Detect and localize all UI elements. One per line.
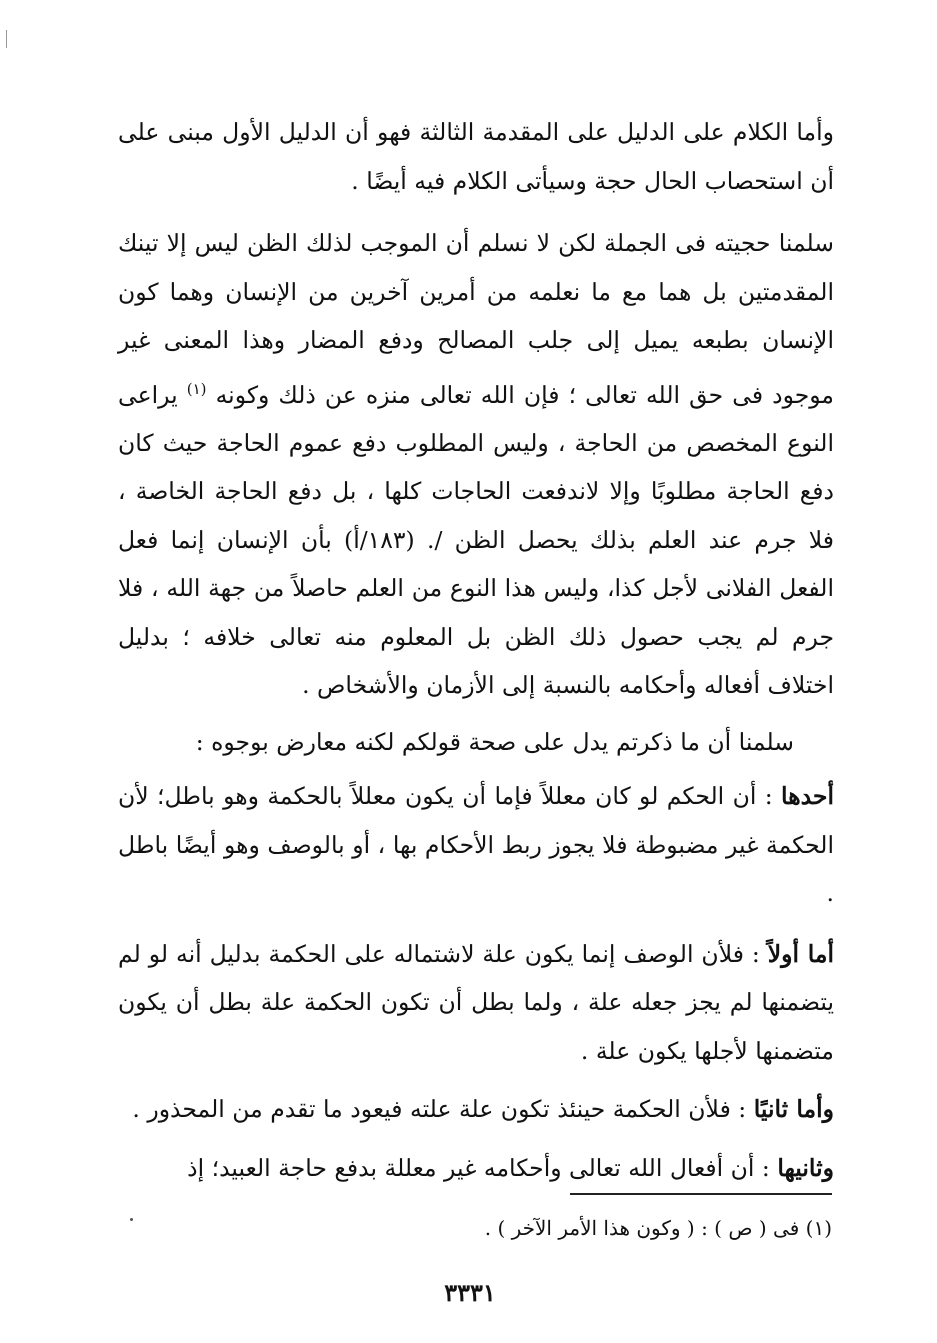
footnote-divider — [570, 1193, 832, 1195]
term-as-for-first: أما أولاً — [767, 939, 834, 968]
page-number: ٣٣٣١ — [444, 1278, 496, 1307]
paragraph-6 — [118, 1085, 834, 1134]
term-as-for-second: وأما ثانيًا — [753, 1095, 834, 1124]
paragraph-2-part-b: يراعى النوع المخصص من الحاجة ، وليس المطلوب دفع عموم الحاجة حيث كان دفع الحاجة مطلوبًا وإلا لاندفعت الحاجات كلها ، بل دفع الحاجة الخاصة ، فلا جرم عند العلم بذلك يحصل الظن /. (١٨٣/أ) بأن الإنسان إنما فعل الفعل الفلانى لأجل كذا، وليس هذا النوع من العلم حاصلاً من جهة الله ، فلا جرم لم يجب حصول ذلك الظن بل المعلوم منه تعالى خلافه ؛ بدليل اختلاف أفعاله وأحكامه بالنسبة إلى الأزمان والأشخاص . — [118, 380, 834, 700]
paragraph-5 — [118, 930, 834, 1076]
page-speck — [130, 1218, 133, 1221]
paragraph-5-text: : فلأن الوصف إنما يكون علة لاشتماله على الحكمة بدليل أنه لو لم يتضمنها لم يجز جعله علة ، ولما بطل أن تكون الحكمة علة بطل أن يكون متضمنها لأجلها يكون علة . — [118, 939, 834, 1065]
margin-mark — [6, 30, 7, 48]
footnote-marker: (١) — [186, 379, 207, 398]
footnote: (١) فى ( ص ) : ( وكون هذا الأمر الآخر ) . — [484, 1216, 832, 1240]
paragraph-4 — [118, 772, 834, 918]
paragraph-3: سلمنا أن ما ذكرتم يدل على صحة قولكم لكنه معارض بوجوه : — [195, 727, 794, 756]
term-first: أحدها — [781, 782, 834, 811]
paragraph-7 — [118, 1144, 834, 1193]
paragraph-2 — [118, 219, 834, 710]
paragraph-6-text: : فلأن الحكمة حينئذ تكون علة علته فيعود ما تقدم من المحذور . — [132, 1095, 747, 1124]
term-second: وثانيها — [777, 1153, 834, 1182]
paragraph-4-text: : أن الحكم لو كان معللاً فإما أن يكون معللاً بالحكمة وهو باطل؛ لأن الحكمة غير مضبوطة فلا يجوز ربط الأحكام بها ، أو بالوصف وهو أيضًا باطل . — [118, 782, 834, 908]
paragraph-1: وأما الكلام على الدليل على المقدمة الثالثة فهو أن الدليل الأول مبنى على أن استحصاب الحال حجة وسيأتى الكلام فيه أيضًا . — [118, 118, 834, 195]
paragraph-7-text: : أن أفعال الله تعالى وأحكامه غير معللة بدفع حاجة العبيد؛ إذ — [187, 1153, 770, 1182]
main-text — [118, 108, 834, 1192]
paragraph-2-part-a: سلمنا حجيته فى الجملة لكن لا نسلم أن الموجب لذلك الظن ليس إلا تينك المقدمتين بل هما مع ما نعلمه من أمرين آخرين من الإنسان وهما كون الإنسان بطبعه يميل إلى جلب المصالح ودفع المضار وهذا المعنى غير موجود فى حق الله تعالى ؛ فإن الله تعالى منزه عن ذلك وكونه — [118, 229, 834, 409]
